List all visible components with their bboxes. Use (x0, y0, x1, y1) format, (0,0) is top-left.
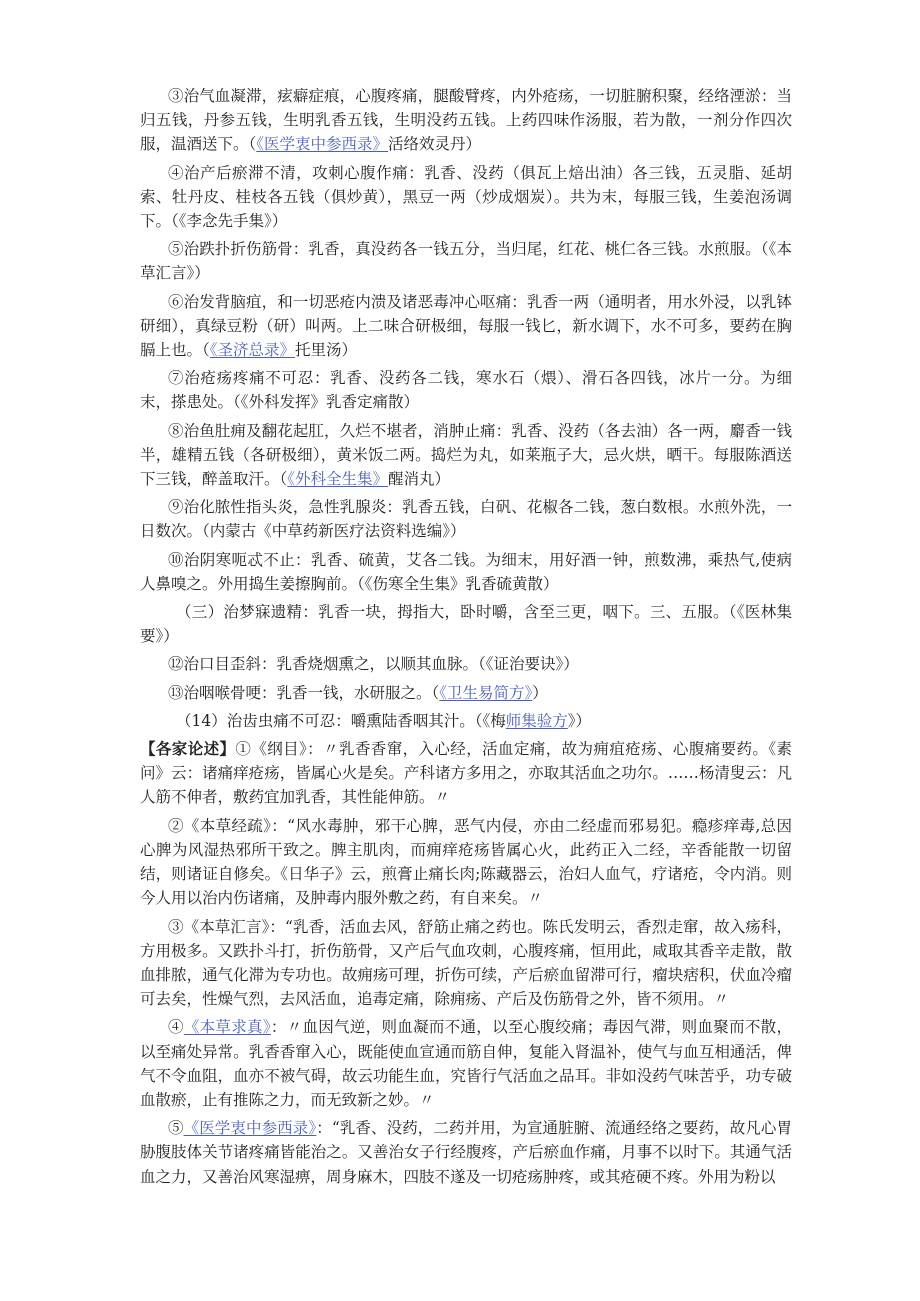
text-segment: ④治产后瘀滞不清，攻刺心腹作痛：乳香、没药（俱瓦上焙出油）各三钱，五灵脂、延胡索、牡丹皮、桂枝各五钱（俱炒黄），黑豆一两（炒成烟炭）。共为末，每服三钱，生姜泡汤调下。（《李念先手集》） (140, 163, 792, 231)
paragraph-formula-13 (140, 681, 792, 705)
text-segment: ⑨治化脓性指头炎，急性乳腺炎：乳香五钱，白矾、花椒各二钱，葱白数根。水煎外洗，一日数次。（内蒙古《中草药新医疗法资料选编》） (140, 498, 792, 541)
text-segment: ③《本草汇言》：“乳香，活血去风，舒筋止痛之药也。陈氏发明云，香烈走窜，故入疡科，方用极多。又跌扑斗打，折伤筋骨，又产后气血攻刺，心腹疼痛，恒用此，咸取其香辛走散，散血排脓，通气化滞为专功也。故痈疡可理，折伤可续，产后瘀血留滞可行，瘤块痞积，伏血冷瘤可去矣，性燥气烈，去风活血，追毒定痛，除痈疡、产后及伤筋骨之外，皆不须用。〃 (140, 917, 792, 1009)
source-link[interactable]: 《医学衷中参西录》 (183, 1119, 317, 1138)
source-link[interactable]: 《圣济总录》 (209, 341, 296, 360)
paragraph-formula-9 (140, 495, 792, 543)
text-segment: ④ (168, 1018, 184, 1037)
text-segment: ⑫治口目歪斜：乳香烧烟熏之，以顺其血脉。（《证治要诀》） (168, 655, 579, 674)
paragraph-formula-3 (140, 84, 792, 157)
text-segment: ） (532, 683, 548, 702)
source-link[interactable]: 《外科全生集》 (287, 470, 389, 489)
paragraph-commentary-3 (140, 915, 792, 1012)
text-segment: 活络效灵丹） (388, 135, 482, 154)
text-segment: ⑩治阴寒呃忒不止：乳香、硫黄，艾各二钱。为细末，用好酒一钟，煎数沸，乘热气,使病人鼻嗅之。外用捣生姜擦胸前。（《伤寒全生集》乳香硫黄散） (140, 550, 792, 593)
paragraph-commentary-1 (140, 737, 792, 810)
paragraph-formula-12 (140, 652, 792, 676)
paragraph-formula-7 (140, 366, 792, 414)
source-link[interactable]: 《医学衷中参西录》 (256, 135, 389, 154)
document-page (140, 84, 792, 1193)
text-segment: （三）治梦寐遗精：乳香一块，拇指大，卧时嚼，含至三更，咽下。三、五服。（《医林集要》） (140, 603, 792, 646)
text-segment: ：“乳香、没药，二药并用，为宣通脏腑、流通经络之要药，故凡心胃胁腹肢体关节诸疼痛皆能治之。又善治女子行经腹疼，产后瘀血作痛，月事不以时下。其通气活血之力，又善治风寒湿痹，周身麻木，四肢不遂及一切疮疡肿疼，或其疮硬不疼。外用为粉以 (140, 1119, 792, 1186)
text-segment: ⑧治鱼肚痈及翻花起肛，久烂不堪者，消肿止痛：乳香、没药（各去油）各一两，麝香一钱半，雄精五钱（各研极细），黄米饭二两。捣烂为丸，如莱瓶子大，忌火烘，晒干。每服陈酒送下三钱，醉盖取汗。（ (140, 421, 792, 489)
text-segment: （14）治齿虫痛不可忍：嚼熏陆香咽其汁。（《梅 (176, 711, 506, 730)
paragraph-formula-8 (140, 419, 792, 492)
text-segment: ⑤ (168, 1119, 184, 1138)
paragraph-formula-11 (140, 600, 792, 648)
text-segment: ①《纲目》：〃乳香香窜，入心经，活血定痛，故为痈疽疮疡、心腹痛要药。《素问》云：诸痛痒疮疡，皆属心火是矣。产科诸方多用之，亦取其活血之功尔。……杨清叟云：凡人筋不伸者，敷药宜加乳香，其性能伸筋。〃 (140, 740, 792, 807)
text-segment: 醒消丸） (388, 470, 451, 489)
source-link[interactable]: 《本草求真》 (183, 1018, 271, 1037)
text-segment: ③治气血凝滞，痃癖症痕，心腹疼痛，腿酸臂疼，内外疮疡，一切脏腑积聚，经络湮淤：当归五钱，丹参五钱，生明乳香五钱，生明没药五钱。上药四味作汤服，若为散，一剂分作四次服，温酒送下。（ (140, 87, 792, 154)
paragraph-formula-10 (140, 548, 792, 596)
source-link[interactable]: 师集验方 (505, 711, 568, 730)
paragraph-formula-6 (140, 290, 792, 363)
text-segment: ⑥治发背脑疽，和一切恶疮内溃及诸恶毒冲心呕痛：乳香一两（通明者，用水外浸，以乳钵研细），真绿豆粉（研）叫两。上二味合研极细，每服一钱匕，新水调下，水不可多，要药在胸膈上也。（ (140, 292, 792, 360)
text-segment: ②《本草经疏》：“风水毒肿，邪干心脾，恶气内侵，亦由二经虚而邪易犯。瘾疹痒毒,总因心脾为风湿热邪所干致之。脾主肌肉，而痈痒疮疡皆属心火，此药正入二经，辛香能散一切留结，则诸证自修矣。《日华子》云，煎膏止痛长肉;陈藏器云，治妇人血气，疗诸疮，令内消。则今人用以治内伤诸痛，及肿毒内服外敷之药，有自来矣。〃 (140, 816, 792, 908)
paragraph-commentary-5 (140, 1116, 792, 1189)
paragraph-commentary-2 (140, 814, 792, 911)
text-segment: ⑦治疮疡疼痛不可忍：乳香、没药各二钱，寒水石（煨）、滑石各四钱，冰片一分。为细末，搽患处。（《外科发挥》乳香定痛散） (140, 369, 792, 412)
text-segment: ：〃血因气逆，则血凝而不通，以至心腹绞痛；毒因气滞，则血聚而不散，以至痛处异常。乳香香窜入心，既能使血宣通而筋自伸，复能入肾温补，使气与血互相通活，俾气不令血阻，血亦不被气碍，故云功能生血，究皆行气活血之品耳。非如没药气味苦乎，功专破血散瘀，止有推陈之力，而无致新之妙。〃 (140, 1018, 792, 1109)
paragraph-formula-4 (140, 161, 792, 234)
text-segment: ⑤治跌扑折伤筋骨：乳香，真没药各一钱五分，当归尾，红花、桃仁各三钱。水煎服。（《本草汇言》） (140, 240, 792, 283)
source-link[interactable]: 《卫生易简方》 (439, 683, 533, 702)
paragraph-formula-5 (140, 237, 792, 285)
text-segment: 》） (567, 711, 592, 730)
section-heading: 【各家论述】 (140, 739, 236, 759)
text-segment: ⑬治咽喉骨哽：乳香一钱，水研服之。（ (168, 683, 440, 702)
text-segment: 托里汤） (295, 341, 358, 360)
paragraph-formula-14 (140, 709, 792, 733)
paragraph-commentary-4 (140, 1015, 792, 1112)
